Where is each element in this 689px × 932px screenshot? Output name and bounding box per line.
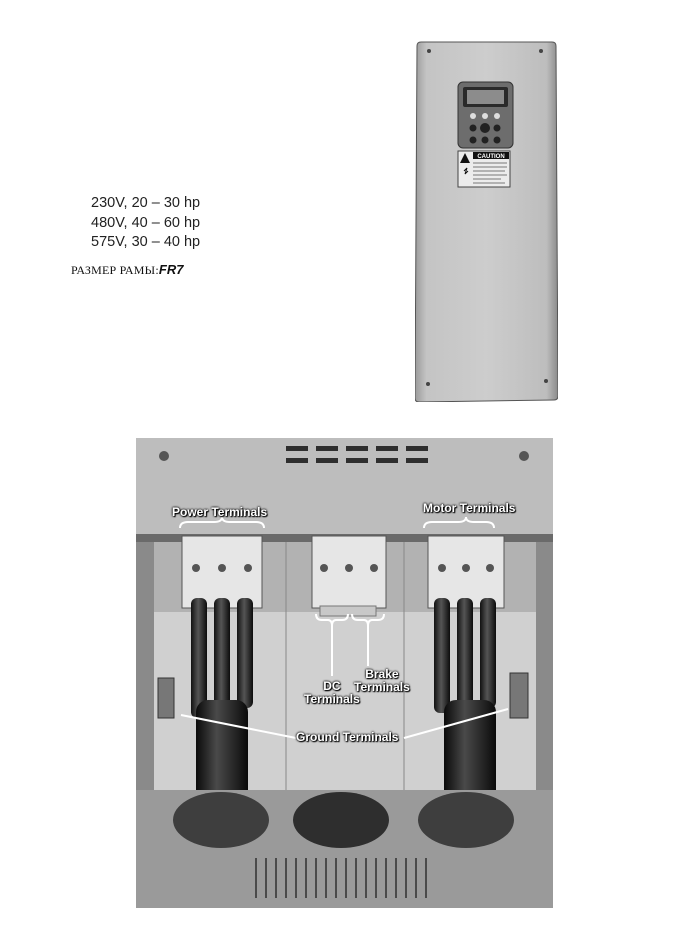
dc-terminals-line-1: DC	[323, 679, 341, 693]
drive-enclosure-photo	[415, 40, 558, 402]
motor-terminals-callout: Motor Terminals	[423, 501, 516, 515]
power-terminals-callout: Power Terminals	[172, 505, 268, 519]
brake-terminals-line-1: Brake	[365, 667, 399, 681]
brake-terminals-line-2: Terminals	[354, 680, 410, 694]
spec-line-575v: 575V, 30 – 40 hp	[91, 234, 201, 250]
ground-terminals-callout: Ground Terminals	[296, 730, 399, 744]
brake-terminals-callout	[354, 668, 410, 694]
caution-label: CAUTION	[477, 154, 505, 160]
dc-terminals-line-2: Terminals	[304, 692, 360, 706]
spec-line-230v: 230V, 20 – 30 hp	[91, 195, 201, 211]
terminal-photo	[136, 438, 553, 908]
frame-size	[71, 262, 183, 278]
spec-line-480v: 480V, 40 – 60 hp	[91, 214, 201, 231]
frame-size-value: FR7	[158, 262, 184, 277]
dc-terminals-callout	[304, 680, 360, 706]
voltage-specs	[91, 194, 200, 253]
frame-size-label: РАЗМЕР РАМЫ:	[71, 263, 159, 277]
